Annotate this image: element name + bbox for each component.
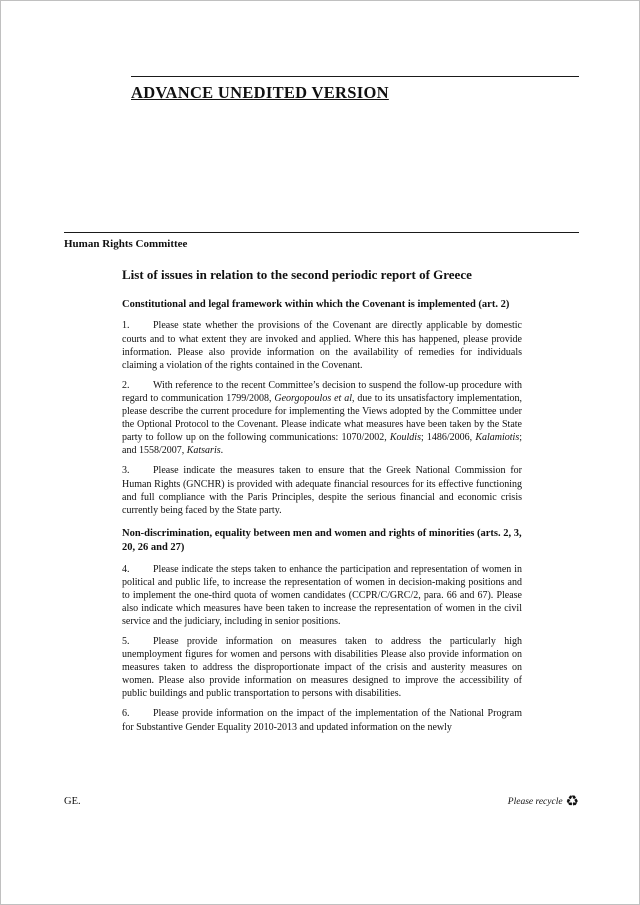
paragraph-4 — [122, 563, 522, 628]
text-run: Please indicate the steps taken to enhance the participation and representation of women in political and public life, to increase the representation of women in decision-making positions and to implement the one-third quota of women candidates (CCPR/C/GRC/2, para. 66 and 67). Please also indicate which measures have been taken to increase the representation of women in the civil service and the judiciary, including in senior positions. — [122, 563, 522, 627]
text-run: Please provide information on measures taken to address the particularly high unemployment figures for women and persons with disabilities Please also provide information on measures taken to address the disproportionate impact of the crisis and austerity measures on women. Please also provide information on measures designed to improve the accessibility of public buildings and public transportation to persons with disabilities. — [122, 635, 522, 700]
paragraph-3 — [122, 464, 522, 516]
footer-ge-label: GE. — [64, 796, 81, 807]
top-rule — [131, 76, 579, 77]
text-run-italic: Kouldis — [389, 432, 421, 444]
paragraph-number: 3. — [122, 465, 130, 477]
paragraph-number: 4. — [122, 563, 130, 575]
paragraph-5 — [122, 635, 522, 700]
text-run: Please provide information on the impact of the implementation of the National Program for Substantive Gender Equality 2010-2013 and updated information on the newly — [122, 708, 522, 733]
text-run-italic: Kalamiotis — [475, 432, 520, 444]
paragraph-1 — [122, 319, 522, 371]
document-title: List of issues in relation to the second periodic report of Greece — [122, 267, 472, 282]
committee-name: Human Rights Committee — [64, 238, 188, 250]
section-heading-nondiscrimination: Non-discrimination, equality between men and women and rights of minorities (arts. 2, 3, 20, 26 and 27) — [122, 527, 522, 553]
document-body — [122, 267, 522, 741]
advance-unedited-header: ADVANCE UNEDITED VERSION — [131, 83, 389, 102]
text-run: , due to its unsatisfactory implementation, please describe the current procedure for implementing the Views adopted by the Committee under the Optional Protocol to the Covenant. Please indicate what measures have been taken by the State party to follow up on the following communications: 1070/2002, — [122, 392, 522, 444]
text-run: ; 1486/2006, — [420, 432, 476, 444]
header-rule — [64, 232, 579, 233]
paragraph-number: 2. — [122, 379, 130, 391]
text-run: Please indicate the measures taken to ensure that the Greek National Commission for Human Rights (GNCHR) is provided with adequate financial resources for its effective functioning and full compliance with the Paris Principles, despite the serious financial and economic crisis currently being faced by the State party. — [122, 465, 522, 516]
text-run: Please state whether the provisions of the Covenant are directly applicable by domestic courts and to what extent they are invoked and applied. Where this has happened, please provide information. Please also provide information on the availability of remedies for individuals claiming a violation of the rights contained in the Covenant. — [122, 320, 522, 371]
text-run: ; and 1558/2007, — [122, 432, 522, 457]
text-run-italic: Georgopoulos et al — [274, 392, 353, 404]
recycle-label: Please recycle — [507, 796, 563, 807]
recycle-notice — [508, 794, 579, 809]
paragraph-number: 1. — [122, 320, 130, 332]
text-run: With reference to the recent Committee’s decision to suspend the follow-up procedure with regard to communication 1799/2008, — [122, 379, 522, 404]
section-heading-constitutional: Constitutional and legal framework within which the Covenant is implemented (art. 2) — [122, 298, 510, 310]
paragraph-number: 5. — [122, 635, 130, 647]
paragraph-6 — [122, 707, 522, 733]
paragraph-number: 6. — [122, 708, 130, 720]
text-run-italic: Katsaris — [186, 445, 221, 457]
text-run: . — [220, 445, 224, 457]
paragraph-2 — [122, 379, 522, 458]
recycle-icon: ♻ — [565, 792, 579, 810]
